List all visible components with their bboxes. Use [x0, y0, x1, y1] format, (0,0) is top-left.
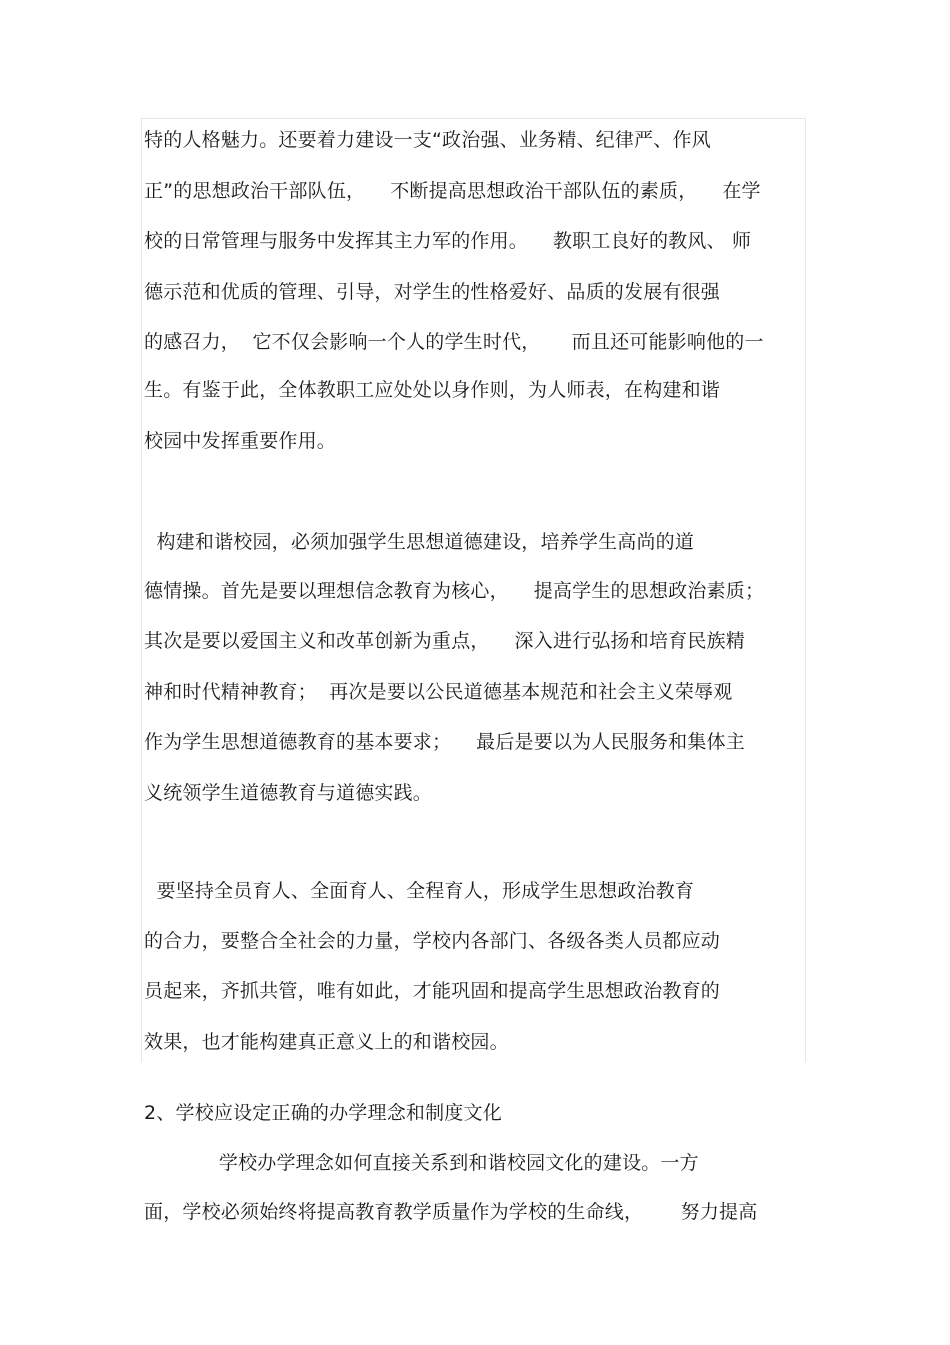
paragraph-3-line-4: 效果，也才能构建真正意义上的和谐校园。 — [144, 1031, 509, 1053]
closing-line-2: 面，学校必须始终将提高教育教学质量作为学校的生命线， 努力提高 — [144, 1201, 758, 1223]
paragraph-1-line-3: 校的日常管理与服务中发挥其主力军的作用。 教职工良好的教风、 师 — [144, 230, 752, 252]
paragraph-1-line-4: 德示范和优质的管理、引导，对学生的性格爱好、品质的发展有很强 — [144, 281, 721, 303]
paragraph-2-line-1: 构建和谐校园，必须加强学生思想道德建设，培养学生高尚的道 — [144, 531, 695, 553]
paragraph-1-line-6: 生。有鉴于此，全体教职工应处处以身作则，为人师表，在构建和谐 — [144, 379, 721, 401]
paragraph-2-line-2: 德情操。首先是要以理想信念教育为核心， 提高学生的思想政治素质； — [144, 580, 765, 602]
section-heading: 2、学校应设定正确的办学理念和制度文化 — [144, 1102, 502, 1124]
paragraph-1-line-2: 正”的思想政治干部队伍， 不断提高思想政治干部队伍的素质， 在学 — [144, 180, 761, 202]
paragraph-3-line-3: 员起来，齐抓共管，唯有如此，才能巩固和提高学生思想政治教育的 — [144, 980, 721, 1002]
paragraph-2-line-3: 其次是要以爱国主义和改革创新为重点， 深入进行弘扬和培育民族精 — [144, 630, 745, 652]
paragraph-1-line-1: 特的人格魅力。还要着力建设一支“政治强、业务精、纪律严、作风 — [144, 129, 711, 151]
paragraph-2-line-5: 作为学生思想道德教育的基本要求； 最后是要以为人民服务和集体主 — [144, 731, 745, 753]
paragraph-1-line-7: 校园中发挥重要作用。 — [144, 430, 337, 452]
paragraph-2-line-4: 神和时代精神教育； 再次是要以公民道德基本规范和社会主义荣辱观 — [144, 681, 733, 703]
paragraph-3-line-1: 要坚持全员育人、全面育人、全程育人，形成学生思想政治教育 — [144, 880, 695, 902]
closing-line-1: 学校办学理念如何直接关系到和谐校园文化的建设。一方 — [144, 1152, 699, 1174]
paragraph-2-line-6: 义统领学生道德教育与道德实践。 — [144, 782, 433, 804]
paragraph-1-line-5: 的感召力， 它不仅会影响一个人的学生时代， 而且还可能影响他的一 — [144, 331, 764, 353]
paragraph-3-line-2: 的合力，要整合全社会的力量，学校内各部门、各级各类人员都应动 — [144, 930, 721, 952]
